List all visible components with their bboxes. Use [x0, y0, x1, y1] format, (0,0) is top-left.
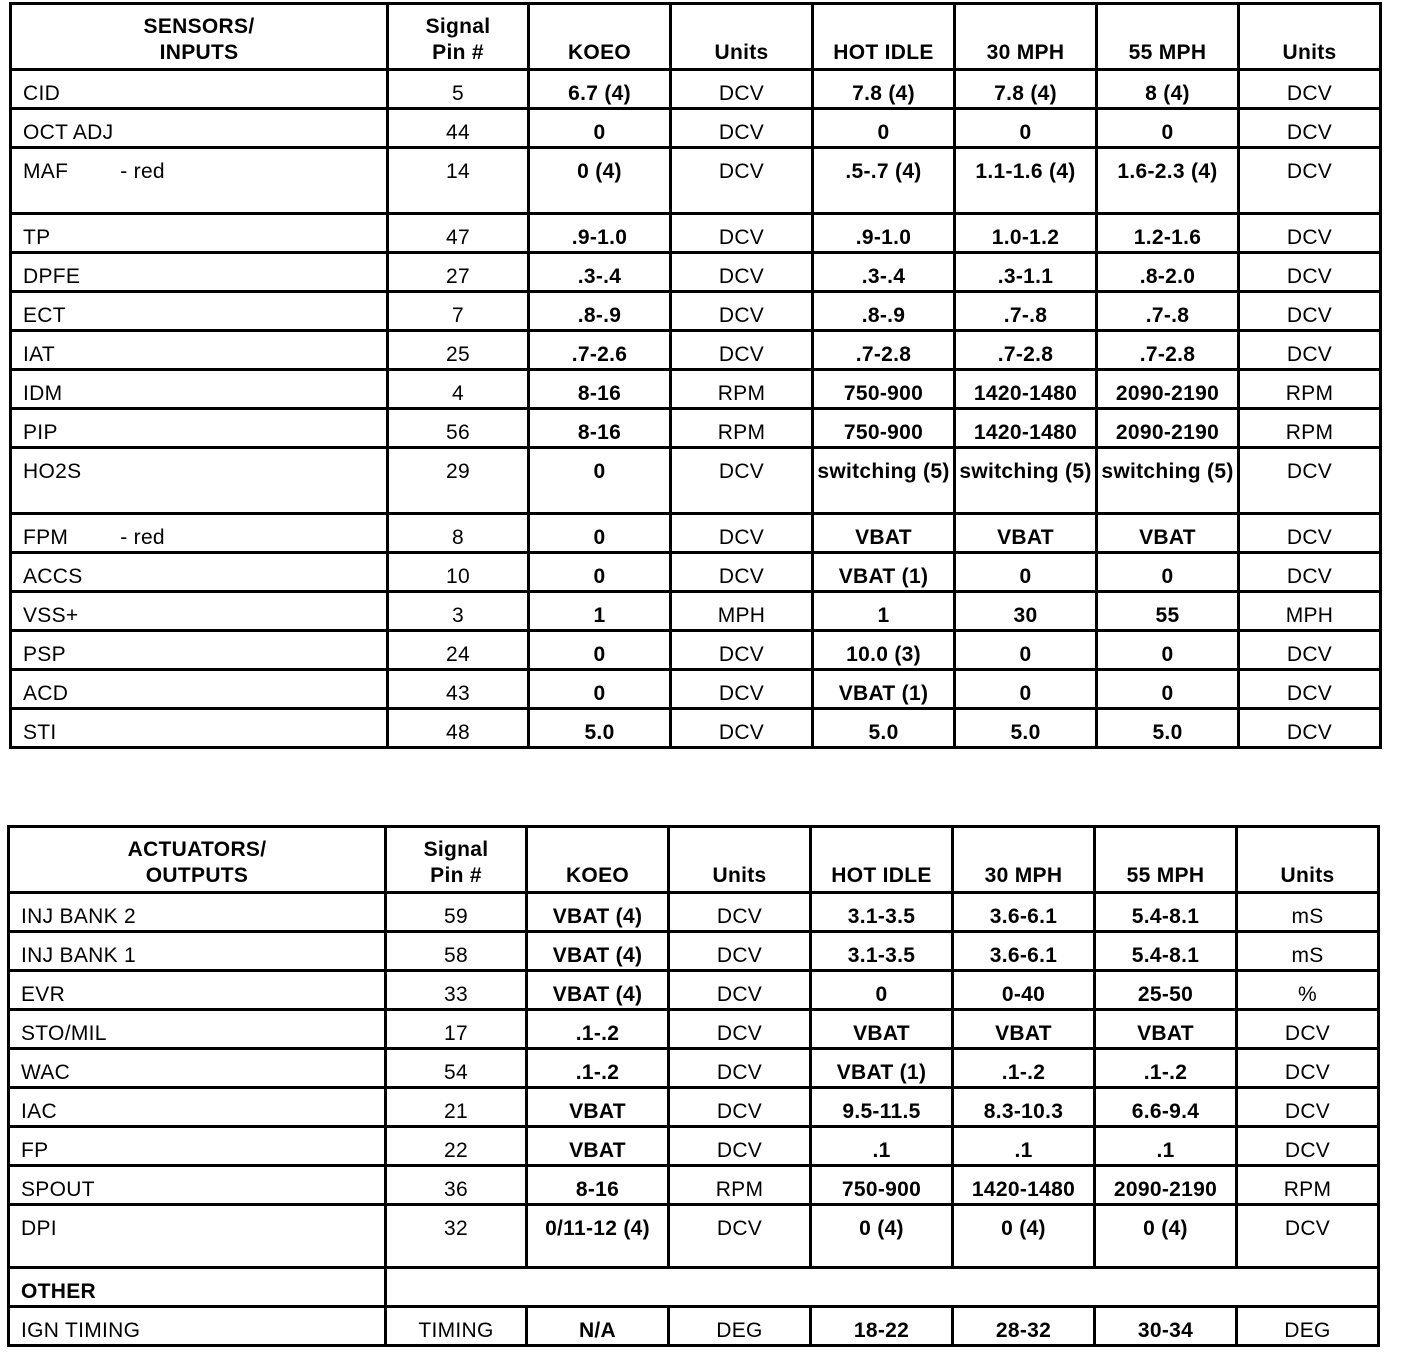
koeo-value: 0 [529, 670, 671, 709]
units2-value: DCV [1239, 514, 1381, 553]
mph30-value: .1-.2 [953, 1049, 1095, 1088]
mph30-value: 0 (4) [953, 1205, 1095, 1268]
mph30-value: 0 [955, 109, 1097, 148]
koeo-value: 8-16 [527, 1166, 669, 1205]
signal-pin: 59 [386, 893, 527, 932]
koeo-value: 0 [529, 514, 671, 553]
koeo-value: .3-.4 [529, 253, 671, 292]
sensor-name-text: PIP [23, 421, 58, 444]
mph55-value: .1 [1095, 1127, 1237, 1166]
units2-value: DCV [1239, 148, 1381, 214]
table-row [11, 148, 1381, 214]
table-row [11, 109, 1381, 148]
header-30-mph: 30 MPH [955, 4, 1097, 70]
actuator-name: SPOUT [9, 1166, 386, 1205]
header-signal-pin: Signal Pin # [386, 827, 527, 893]
sensor-name [11, 514, 388, 553]
hot-idle-value: 1 [813, 592, 955, 631]
units2-value: DCV [1237, 1049, 1379, 1088]
mph30-value: 1420-1480 [955, 370, 1097, 409]
signal-pin: TIMING [386, 1307, 527, 1346]
mph55-value: 0 [1097, 631, 1239, 670]
table-row [11, 253, 1381, 292]
sensor-name [11, 109, 388, 148]
sensor-name-text: IAT [23, 343, 56, 366]
signal-pin: 27 [388, 253, 529, 292]
units2-value: DCV [1237, 1010, 1379, 1049]
units-value: RPM [671, 409, 813, 448]
hot-idle-value: .9-1.0 [813, 214, 955, 253]
units-value: DCV [669, 893, 811, 932]
header-units-2: Units [1237, 827, 1379, 893]
koeo-value: 0 [529, 631, 671, 670]
mph30-value: VBAT [953, 1010, 1095, 1049]
koeo-value: VBAT (4) [527, 893, 669, 932]
sensor-name-text: TP [23, 226, 51, 249]
signal-pin: 32 [386, 1205, 527, 1268]
koeo-value: VBAT (4) [527, 971, 669, 1010]
sensor-name [11, 448, 388, 514]
units-value: RPM [671, 370, 813, 409]
koeo-value: .9-1.0 [529, 214, 671, 253]
actuator-name: EVR [9, 971, 386, 1010]
units2-value: DCV [1237, 1127, 1379, 1166]
other-blank-cell [386, 1268, 1379, 1307]
hot-idle-value: VBAT [811, 1010, 953, 1049]
koeo-value: 0 [529, 448, 671, 514]
header-koeo: KOEO [529, 4, 671, 70]
koeo-value: N/A [527, 1307, 669, 1346]
mph55-value: 5.4-8.1 [1095, 893, 1237, 932]
units-value: RPM [669, 1166, 811, 1205]
mph30-value: .7-2.8 [955, 331, 1097, 370]
units-value: DCV [669, 1088, 811, 1127]
mph30-value: 0-40 [953, 971, 1095, 1010]
table-row [9, 1307, 1379, 1346]
header-units-2: Units [1239, 4, 1381, 70]
sensor-name-text: VSS+ [23, 604, 79, 627]
table-row [9, 1205, 1379, 1268]
mph30-value: 1.1-1.6 (4) [955, 148, 1097, 214]
units2-value: DCV [1239, 253, 1381, 292]
sensor-name [11, 592, 388, 631]
units2-value: DCV [1239, 631, 1381, 670]
units-value: DCV [671, 631, 813, 670]
hot-idle-value: switching (5) [813, 448, 955, 514]
units2-value: DCV [1239, 214, 1381, 253]
mph30-value: .3-1.1 [955, 253, 1097, 292]
header-hot-idle: HOT IDLE [811, 827, 953, 893]
table-row [11, 514, 1381, 553]
hot-idle-value: 10.0 (3) [813, 631, 955, 670]
units2-value: DCV [1239, 109, 1381, 148]
units-value: DCV [669, 1205, 811, 1268]
sensor-name [11, 70, 388, 109]
table-row [9, 1127, 1379, 1166]
sensor-name-text: HO2S [23, 460, 82, 483]
table-row [11, 292, 1381, 331]
units-value: DCV [671, 709, 813, 748]
sensor-name-text: IDM [23, 382, 63, 405]
table-row [9, 1088, 1379, 1127]
units2-value: DCV [1239, 670, 1381, 709]
hot-idle-value: 3.1-3.5 [811, 893, 953, 932]
signal-pin: 48 [388, 709, 529, 748]
sensor-name [11, 292, 388, 331]
hot-idle-value: VBAT [813, 514, 955, 553]
hot-idle-value: 750-900 [811, 1166, 953, 1205]
hot-idle-value: 750-900 [813, 370, 955, 409]
header-30-mph: 30 MPH [953, 827, 1095, 893]
table-row [11, 592, 1381, 631]
units2-value: RPM [1239, 370, 1381, 409]
units2-value: DCV [1239, 709, 1381, 748]
signal-pin: 44 [388, 109, 529, 148]
table-header-row [11, 4, 1381, 70]
mph55-value: .7-2.8 [1097, 331, 1239, 370]
koeo-value: 0 [529, 553, 671, 592]
units-value: DCV [671, 148, 813, 214]
table-row [11, 670, 1381, 709]
koeo-value: VBAT [527, 1088, 669, 1127]
mph30-value: .1 [953, 1127, 1095, 1166]
hot-idle-value: 9.5-11.5 [811, 1088, 953, 1127]
mph30-value: 3.6-6.1 [953, 893, 1095, 932]
mph55-value: .8-2.0 [1097, 253, 1239, 292]
actuator-name: INJ BANK 1 [9, 932, 386, 971]
koeo-value: 6.7 (4) [529, 70, 671, 109]
sensor-name [11, 709, 388, 748]
units-value: DCV [671, 514, 813, 553]
mph55-value: 0 [1097, 670, 1239, 709]
units2-value: DCV [1239, 331, 1381, 370]
signal-pin: 24 [388, 631, 529, 670]
header-units: Units [671, 4, 813, 70]
actuators-outputs-table [7, 825, 1380, 1347]
sensor-name [11, 148, 388, 214]
signal-pin: 10 [388, 553, 529, 592]
signal-pin: 29 [388, 448, 529, 514]
mph30-value: 28-32 [953, 1307, 1095, 1346]
mph30-value: switching (5) [955, 448, 1097, 514]
units-value: DCV [671, 331, 813, 370]
hot-idle-value: 0 [813, 109, 955, 148]
units-value: DCV [669, 1010, 811, 1049]
signal-pin: 21 [386, 1088, 527, 1127]
units-value: DCV [671, 670, 813, 709]
units2-value: DCV [1239, 448, 1381, 514]
table-row [9, 893, 1379, 932]
table-row [11, 709, 1381, 748]
mph55-value: 1.6-2.3 (4) [1097, 148, 1239, 214]
mph55-value: 0 (4) [1095, 1205, 1237, 1268]
mph30-value: .7-.8 [955, 292, 1097, 331]
actuator-name: STO/MIL [9, 1010, 386, 1049]
mph55-value: 0 [1097, 553, 1239, 592]
wire-note: - red [120, 526, 165, 549]
actuator-name: IAC [9, 1088, 386, 1127]
sensor-name-text: ACCS [23, 565, 83, 588]
table-row [11, 631, 1381, 670]
other-label: OTHER [9, 1268, 386, 1307]
sensor-name [11, 253, 388, 292]
mph30-value: 3.6-6.1 [953, 932, 1095, 971]
hot-idle-value: .3-.4 [813, 253, 955, 292]
other-section-row [9, 1268, 1379, 1307]
signal-pin: 14 [388, 148, 529, 214]
units2-value: MPH [1239, 592, 1381, 631]
table-row [11, 70, 1381, 109]
units2-value: % [1237, 971, 1379, 1010]
hot-idle-value: VBAT (1) [813, 670, 955, 709]
header-sensors-inputs: SENSORS/ INPUTS [11, 4, 388, 70]
units-value: DCV [671, 70, 813, 109]
mph55-value: VBAT [1095, 1010, 1237, 1049]
sensor-name-text: FPM [23, 526, 69, 549]
mph55-value: 25-50 [1095, 971, 1237, 1010]
units-value: DCV [671, 448, 813, 514]
hot-idle-value: 0 (4) [811, 1205, 953, 1268]
signal-pin: 47 [388, 214, 529, 253]
mph55-value: 30-34 [1095, 1307, 1237, 1346]
table-row [9, 1010, 1379, 1049]
table-row [11, 214, 1381, 253]
koeo-value: 1 [529, 592, 671, 631]
units-value: DCV [669, 1127, 811, 1166]
signal-pin: 17 [386, 1010, 527, 1049]
signal-pin: 25 [388, 331, 529, 370]
koeo-value: 8-16 [529, 370, 671, 409]
koeo-value: 0/11-12 (4) [527, 1205, 669, 1268]
signal-pin: 4 [388, 370, 529, 409]
koeo-value: 5.0 [529, 709, 671, 748]
signal-pin: 5 [388, 70, 529, 109]
units2-value: DCV [1239, 553, 1381, 592]
hot-idle-value: 3.1-3.5 [811, 932, 953, 971]
signal-pin: 36 [386, 1166, 527, 1205]
actuator-name: DPI [9, 1205, 386, 1268]
units-value: DEG [669, 1307, 811, 1346]
table-row [9, 1166, 1379, 1205]
table-row [11, 370, 1381, 409]
units2-value: DCV [1239, 70, 1381, 109]
sensor-name-text: STI [23, 721, 57, 744]
header-koeo: KOEO [527, 827, 669, 893]
sensor-name [11, 553, 388, 592]
sensor-name [11, 631, 388, 670]
mph55-value: 1.2-1.6 [1097, 214, 1239, 253]
sensor-name-text: MAF [23, 160, 69, 183]
koeo-value: VBAT (4) [527, 932, 669, 971]
mph30-value: 0 [955, 631, 1097, 670]
hot-idle-value: .1 [811, 1127, 953, 1166]
units-value: MPH [671, 592, 813, 631]
units-value: DCV [669, 1049, 811, 1088]
mph55-value: 0 [1097, 109, 1239, 148]
hot-idle-value: VBAT (1) [813, 553, 955, 592]
mph30-value: 0 [955, 670, 1097, 709]
table-row [9, 1049, 1379, 1088]
units2-value: DCV [1237, 1205, 1379, 1268]
koeo-value: VBAT [527, 1127, 669, 1166]
header-hot-idle: HOT IDLE [813, 4, 955, 70]
mph55-value: VBAT [1097, 514, 1239, 553]
units2-value: mS [1237, 893, 1379, 932]
mph30-value: 8.3-10.3 [953, 1088, 1095, 1127]
actuator-name: WAC [9, 1049, 386, 1088]
mph30-value: 1420-1480 [953, 1166, 1095, 1205]
mph55-value: 5.4-8.1 [1095, 932, 1237, 971]
sensor-name-text: OCT ADJ [23, 121, 114, 144]
signal-pin: 8 [388, 514, 529, 553]
table-header-row [9, 827, 1379, 893]
units-value: DCV [669, 932, 811, 971]
hot-idle-value: 5.0 [813, 709, 955, 748]
actuator-name: INJ BANK 2 [9, 893, 386, 932]
mph55-value: 2090-2190 [1097, 409, 1239, 448]
mph55-value: 2090-2190 [1097, 370, 1239, 409]
koeo-value: 8-16 [529, 409, 671, 448]
sensor-name-text: ACD [23, 682, 69, 705]
koeo-value: .1-.2 [527, 1049, 669, 1088]
hot-idle-value: 7.8 (4) [813, 70, 955, 109]
mph55-value: 55 [1097, 592, 1239, 631]
signal-pin: 7 [388, 292, 529, 331]
koeo-value: 0 (4) [529, 148, 671, 214]
header-signal-pin: Signal Pin # [388, 4, 529, 70]
mph55-value: 5.0 [1097, 709, 1239, 748]
units-value: DCV [671, 109, 813, 148]
table-row [11, 331, 1381, 370]
koeo-value: .8-.9 [529, 292, 671, 331]
sensor-name-text: DPFE [23, 265, 81, 288]
hot-idle-value: .7-2.8 [813, 331, 955, 370]
mph30-value: 0 [955, 553, 1097, 592]
signal-pin: 54 [386, 1049, 527, 1088]
table-row [11, 409, 1381, 448]
header-units: Units [669, 827, 811, 893]
units-value: DCV [671, 553, 813, 592]
signal-pin: 43 [388, 670, 529, 709]
hot-idle-value: VBAT (1) [811, 1049, 953, 1088]
sensor-name-text: CID [23, 82, 61, 105]
table-row [11, 448, 1381, 514]
koeo-value: .1-.2 [527, 1010, 669, 1049]
sensor-name [11, 331, 388, 370]
wire-note: - red [120, 160, 165, 183]
units-value: DCV [671, 214, 813, 253]
hot-idle-value: .5-.7 (4) [813, 148, 955, 214]
header-55-mph: 55 MPH [1097, 4, 1239, 70]
signal-pin: 3 [388, 592, 529, 631]
mph55-value: 2090-2190 [1095, 1166, 1237, 1205]
sensor-name-text: PSP [23, 643, 66, 666]
mph30-value: 1420-1480 [955, 409, 1097, 448]
signal-pin: 33 [386, 971, 527, 1010]
sensor-name [11, 214, 388, 253]
sensor-name-text: ECT [23, 304, 66, 327]
units-value: DCV [669, 971, 811, 1010]
mph30-value: 30 [955, 592, 1097, 631]
hot-idle-value: 18-22 [811, 1307, 953, 1346]
units2-value: RPM [1237, 1166, 1379, 1205]
koeo-value: .7-2.6 [529, 331, 671, 370]
mph55-value: switching (5) [1097, 448, 1239, 514]
units2-value: DCV [1239, 292, 1381, 331]
mph30-value: 1.0-1.2 [955, 214, 1097, 253]
signal-pin: 58 [386, 932, 527, 971]
table-row [9, 971, 1379, 1010]
mph55-value: 6.6-9.4 [1095, 1088, 1237, 1127]
signal-pin: 56 [388, 409, 529, 448]
mph55-value: .7-.8 [1097, 292, 1239, 331]
actuator-name: FP [9, 1127, 386, 1166]
sensors-inputs-table [9, 2, 1382, 749]
mph30-value: 7.8 (4) [955, 70, 1097, 109]
signal-pin: 22 [386, 1127, 527, 1166]
units2-value: DEG [1237, 1307, 1379, 1346]
header-55-mph: 55 MPH [1095, 827, 1237, 893]
hot-idle-value: 750-900 [813, 409, 955, 448]
table-row [9, 932, 1379, 971]
table-row [11, 553, 1381, 592]
units-value: DCV [671, 253, 813, 292]
ign-timing-name: IGN TIMING [9, 1307, 386, 1346]
hot-idle-value: .8-.9 [813, 292, 955, 331]
sensor-name [11, 670, 388, 709]
units2-value: mS [1237, 932, 1379, 971]
sensor-name [11, 409, 388, 448]
units2-value: DCV [1237, 1088, 1379, 1127]
mph30-value: VBAT [955, 514, 1097, 553]
units-value: DCV [671, 292, 813, 331]
mph30-value: 5.0 [955, 709, 1097, 748]
mph55-value: 8 (4) [1097, 70, 1239, 109]
mph55-value: .1-.2 [1095, 1049, 1237, 1088]
header-actuators-outputs: ACTUATORS/ OUTPUTS [9, 827, 386, 893]
hot-idle-value: 0 [811, 971, 953, 1010]
sensor-name [11, 370, 388, 409]
units2-value: RPM [1239, 409, 1381, 448]
koeo-value: 0 [529, 109, 671, 148]
